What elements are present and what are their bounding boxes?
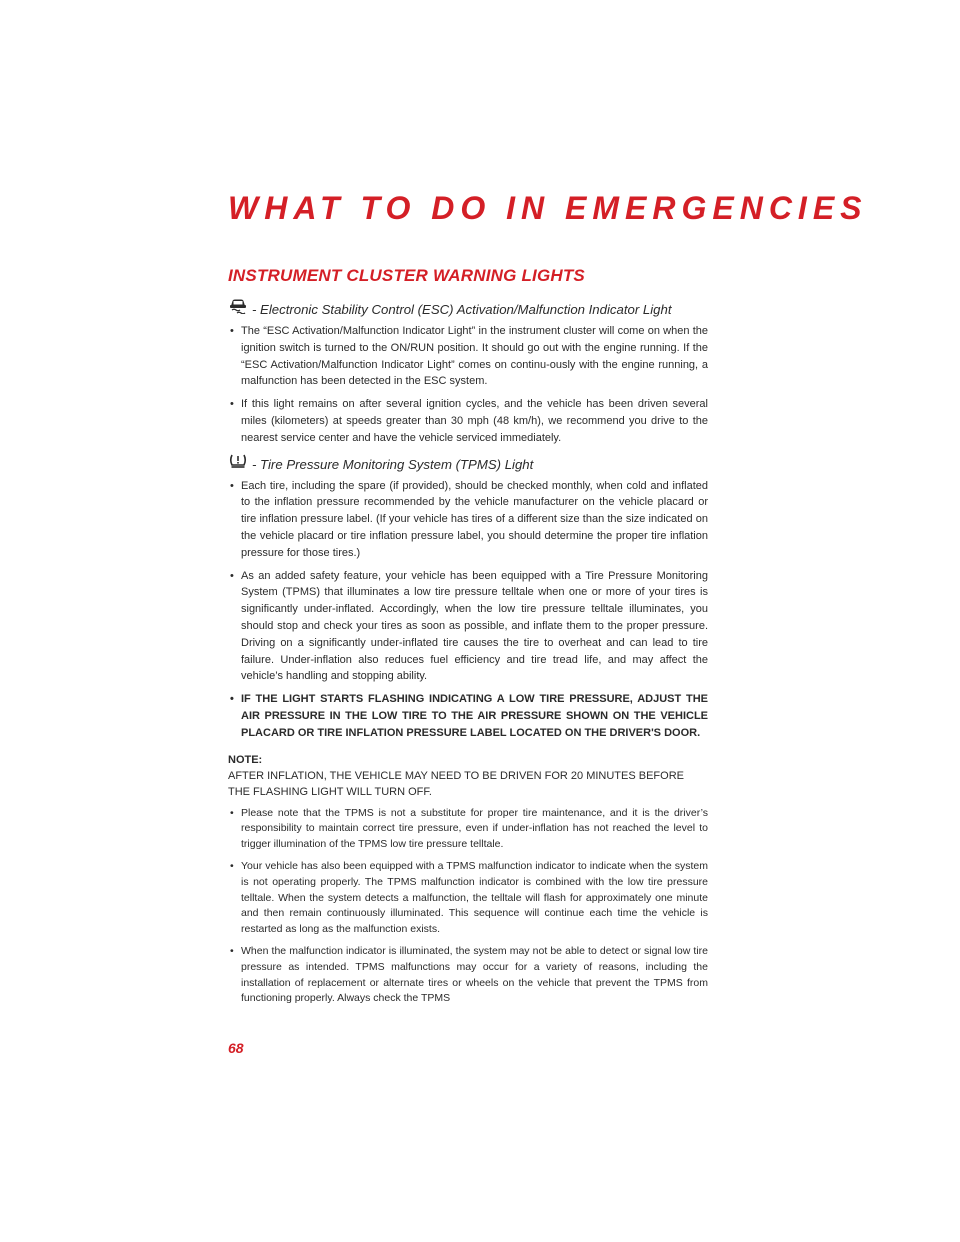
chapter-title: WHAT TO DO IN EMERGENCIES <box>228 190 868 226</box>
page-content <box>228 266 708 1013</box>
section-title: INSTRUMENT CLUSTER WARNING LIGHTS <box>228 266 585 285</box>
esc-skid-car-icon <box>228 298 248 317</box>
note-text: AFTER INFLATION, THE VEHICLE MAY NEED TO BE DRIVEN FOR 20 MINUTES BEFORE THE FLASHING LIGHT WILL TURN OFF. <box>228 769 684 798</box>
list-item: • Please note that the TPMS is not a substitute for proper tire maintenance, and it is the driver’s responsibility to maintain correct tire pressure, even if under-inflation has not reached the level to trigger illumination of the TPMS low tire pressure telltale. <box>228 806 708 853</box>
esc-heading <box>228 298 708 317</box>
note-label: NOTE: <box>228 753 263 766</box>
list-item: • Your vehicle has also been equipped with a TPMS malfunction indicator to indicate when the system is not operating properly. The TPMS malfunction indicator is combined with the low tire pressure telltale. When the system detects a malfunction, the telltale will flash for approximately one minute and then remain continuously illuminated. This sequence will continue each time the vehicle is restarted as long as the malfunction exists. <box>228 859 708 938</box>
tpms-heading-text: - Tire Pressure Monitoring System (TPMS) Light <box>252 456 534 472</box>
list-item: • The “ESC Activation/Malfunction Indicator Light” in the instrument cluster will come on when the ignition switch is turned to the ON/RUN position. It should go out with the engine running. If the “ESC Activation/Malfunction Indicator Light” comes on continu-ously with the engine running, a malfunction has been detected in the ESC system. <box>228 323 708 390</box>
list-item: • If this light remains on after several ignition cycles, and the vehicle has been driven several miles (kilometers) at speeds greater than 30 mph (48 km/h), we recommend you drive to the nearest service center and have the vehicle serviced immediately. <box>228 396 708 446</box>
list-item: • As an added safety feature, your vehicle has been equipped with a Tire Pressure Monitoring System (TPMS) that illuminates a low tire pressure telltale when one or more of your tires is significantly under-inflated. Accordingly, when the low tire pressure telltale illuminates, you should stop and check your tires as soon as possible, and inflate them to the proper pressure. Driving on a significantly under-inflated tire causes the tire to overheat and can lead to tire failure. Under-inflation also reduces fuel efficiency and tire tread life, and may affect the vehicle’s handling and stopping ability. <box>228 568 708 686</box>
esc-bullet-list <box>228 323 708 447</box>
esc-heading-text: - Electronic Stability Control (ESC) Activation/Malfunction Indicator Light <box>252 302 672 317</box>
list-item: • IF THE LIGHT STARTS FLASHING INDICATING A LOW TIRE PRESSURE, ADJUST THE AIR PRESSURE IN THE LOW TIRE TO THE AIR PRESSURE SHOWN ON THE VEHICLE PLACARD OR TIRE INFLATION PRESSURE LABEL LOCATED ON THE DRIVER'S DOOR. <box>228 691 708 741</box>
tpms-more-bullet-list <box>228 806 708 1008</box>
tire-pressure-warning-icon <box>228 453 248 472</box>
tpms-heading <box>228 453 708 472</box>
page-number: 68 <box>228 1040 244 1056</box>
list-item: • Each tire, including the spare (if provided), should be checked monthly, when cold and inflated to the inflation pressure recommended by the vehicle manufacturer on the vehicle placard or tire inflation pressure label. (If your vehicle has tires of a different size than the size indicated on the vehicle placard or tire inflation pressure label, you should determine the proper tire inflation pressure for those tires.) <box>228 478 708 562</box>
list-item: • When the malfunction indicator is illuminated, the system may not be able to detect or signal low tire pressure as intended. TPMS malfunctions may occur for a variety of reasons, including the installation of replacement or alternate tires or wheels on the vehicle that prevent the TPMS from functioning properly. Always check the TPMS <box>228 944 708 1007</box>
tpms-bullet-list <box>228 478 708 742</box>
